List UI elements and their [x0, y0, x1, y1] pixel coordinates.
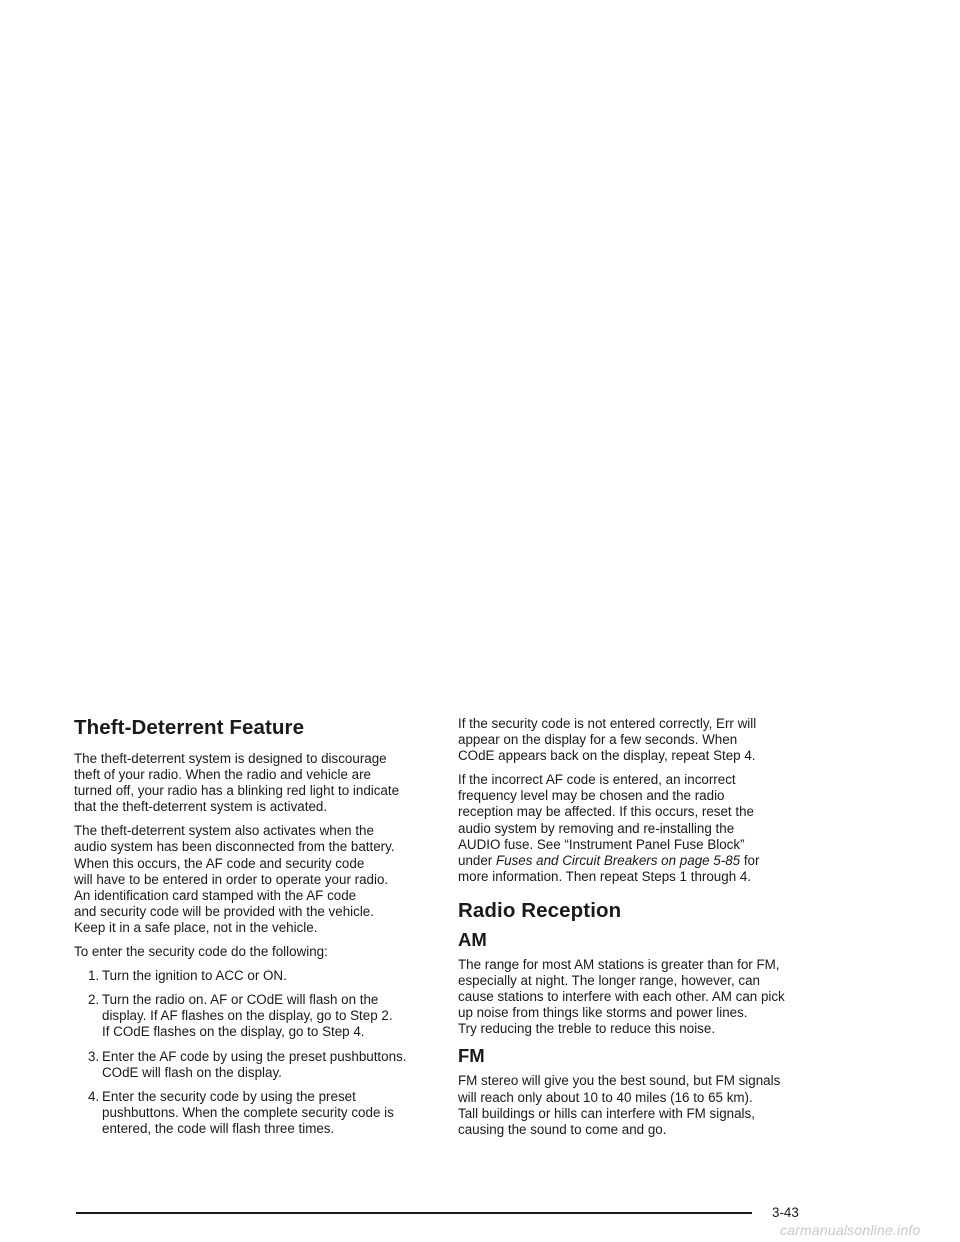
step-text: Enter the security code by using the preset pushbuttons. When the complete security code is entered, the code will flash three times.: [102, 1088, 394, 1136]
fuse-reference-link[interactable]: Fuses and Circuit Breakers on page 5-85: [495, 852, 741, 868]
list-item: [88, 1089, 438, 1137]
step-number: 4.: [88, 1088, 100, 1104]
step-text: Turn the ignition to ACC or ON.: [102, 968, 287, 984]
list-item: [88, 1049, 438, 1081]
section-title-radio-reception: Radio Reception: [458, 898, 622, 922]
page-number: 3-43: [772, 1205, 799, 1220]
paragraph-incorrect-af-tail: for more information. Then repeat Steps 1 through 4.: [458, 852, 760, 884]
paragraph-am: The range for most AM stations is greater than for FM, especially at night. The longer range, however, can cause stations to interfere with each other. AM can pick up noise from things like storms and power lines. Try reducing the treble to reduce this noise.: [458, 956, 785, 1037]
step-number: 1.: [88, 968, 100, 984]
paragraph-incorrect-af: [458, 772, 814, 885]
watermark: carmanualsonline.info: [780, 1222, 921, 1238]
step-number: 2.: [88, 992, 100, 1008]
right-column: [458, 716, 814, 1146]
paragraph-steps-intro: To enter the security code do the following:: [74, 944, 328, 960]
steps-list: [74, 968, 438, 1137]
list-item: [88, 968, 438, 984]
subheading-am: AM: [458, 928, 487, 950]
subheading-fm: FM: [458, 1045, 485, 1067]
step-text: Turn the radio on. AF or COdE will flash on the display. If AF flashes on the display, go to Step 2. If COdE flashes on the display, go to Step 4.: [102, 992, 393, 1040]
paragraph-err: If the security code is not entered correctly, Err will appear on the display for a few seconds. When COdE appears back on the display, repeat Step 4.: [458, 716, 757, 764]
section-title-theft-deterrent: Theft-Deterrent Feature: [74, 716, 305, 739]
paragraph-incorrect-af-text: If the incorrect AF code is entered, an incorrect frequency level may be chosen and the radio reception may be affected. If this occurs, reset the audio system by removing and re-installing the AUDIO fuse. See “Instrument Panel Fuse Block” under: [458, 772, 754, 868]
paragraph-intro: The theft-deterrent system is designed to discourage theft of your radio. When the radio and vehicle are turned off, your radio has a blinking red light to indicate that the theft-deterrent system is activated.: [74, 751, 400, 815]
paragraph-battery: The theft-deterrent system also activates when the audio system has been disconnected from the battery. When this occurs, the AF code and security code will have to be entered in order to operate your radio. An identification card stamped with the AF code and security code will be provided with the vehicle. Keep it in a safe place, not in the vehicle.: [74, 823, 395, 935]
footer-divider: [76, 1212, 752, 1214]
paragraph-fm: FM stereo will give you the best sound, but FM signals will reach only about 10 to 40 miles (16 to 65 km). Tall buildings or hills can interfere with FM signals, causing the sound to come and go.: [458, 1073, 781, 1137]
step-number: 3.: [88, 1048, 100, 1064]
list-item: [88, 992, 438, 1040]
step-text: Enter the AF code by using the preset pushbuttons. COdE will flash on the display.: [102, 1048, 407, 1080]
left-column: [74, 716, 438, 1145]
